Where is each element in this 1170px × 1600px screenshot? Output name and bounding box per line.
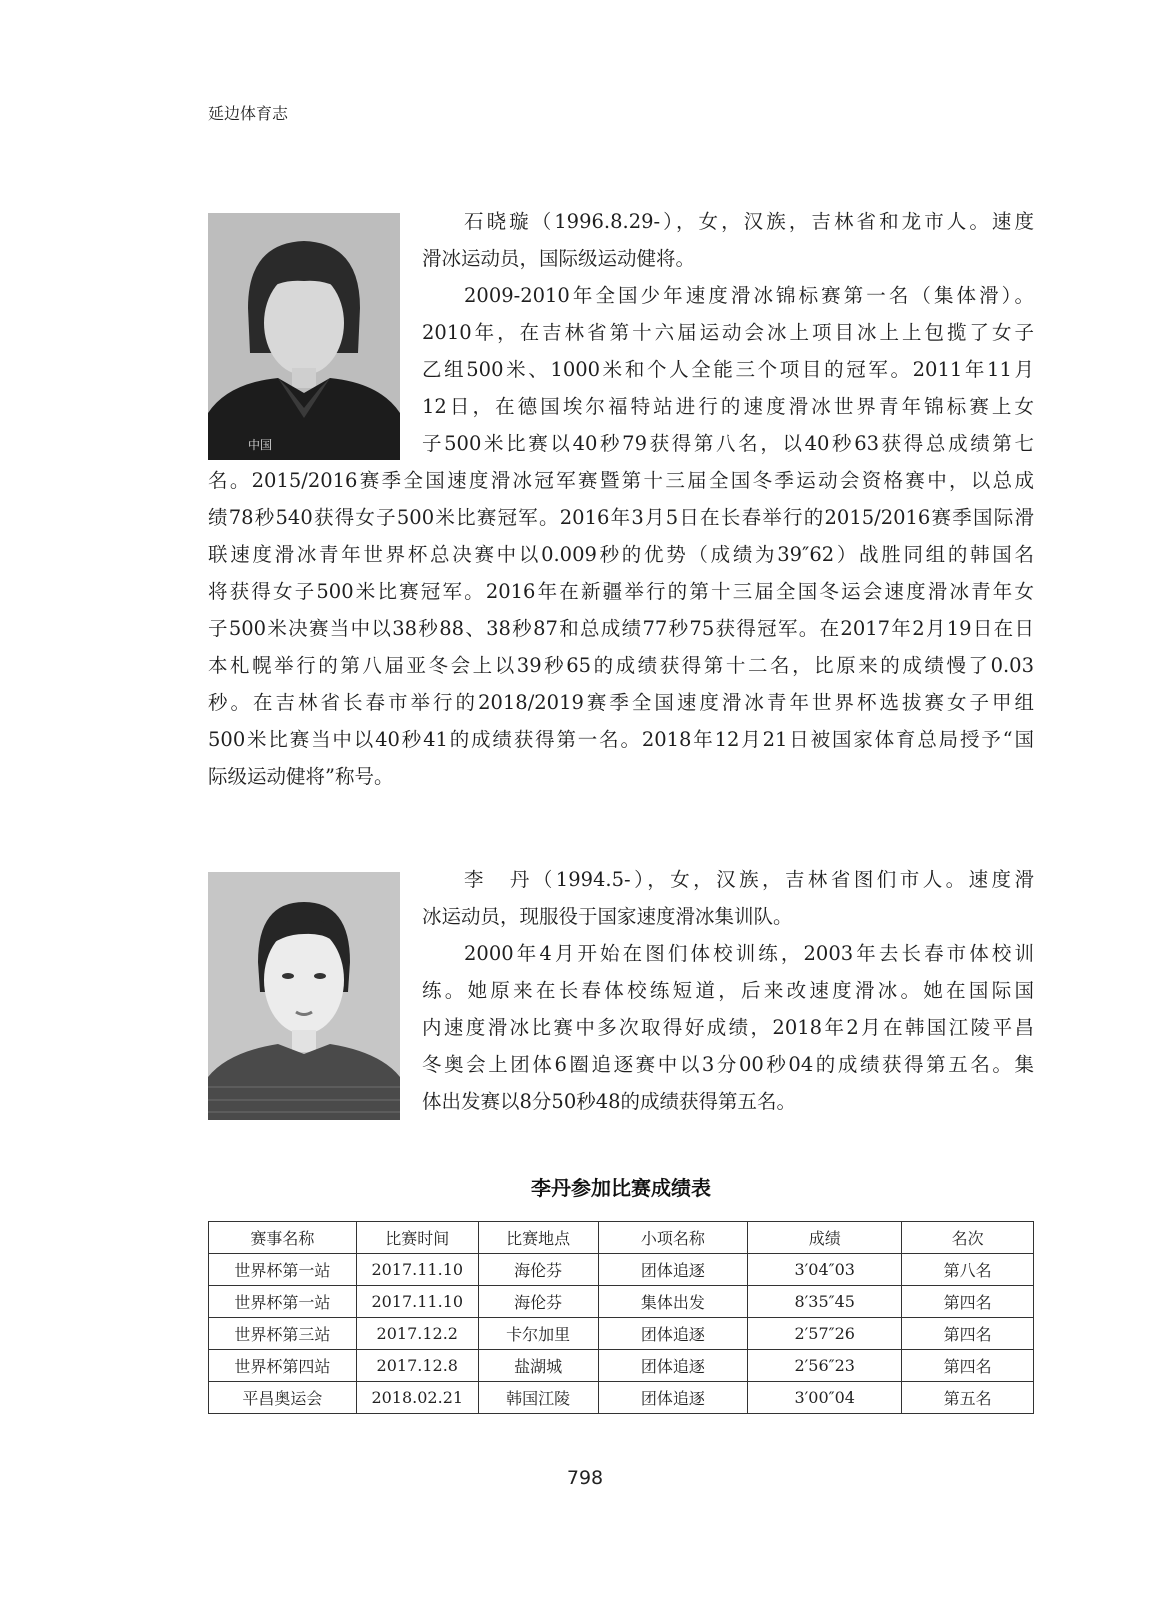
table-cell: 2017.11.10 [356,1286,478,1318]
text-line: 联速度滑冰青年世界杯总决赛中以0.009秒的优势（成绩为39″62）战胜同组的韩国名 [208,543,1034,566]
text-line: 子500米决赛当中以38秒88、38秒87和总成绩77秒75获得冠军。在2017年2月19日在日 [208,617,1034,640]
text-line: 子500米比赛以40秒79获得第八名，以40秒63获得总成绩第七 [422,432,1034,455]
table-cell: 团体追逐 [598,1350,748,1382]
book-title-header: 延边体育志 [208,104,289,123]
text-line: 滑冰运动员，国际级运动健将。 [422,247,696,270]
table-cell: 8′35″45 [748,1286,902,1318]
table-header-row [209,1222,1034,1254]
table-cell: 团体追逐 [598,1318,748,1350]
table-cell: 2017.12.8 [356,1350,478,1382]
text-line: 2000年4月开始在图们体校训练，2003年去长春市体校训 [464,942,1034,965]
header-cell: 比赛地点 [478,1222,598,1254]
text-line: 李 丹（1994.5-），女，汉族，吉林省图们市人。速度滑 [464,868,1034,891]
text-line: 将获得女子500米比赛冠军。2016年在新疆举行的第十三届全国冬运会速度滑冰青年女 [208,580,1034,603]
text-line: 2009-2010年全国少年速度滑冰锦标赛第一名（集体滑）。 [464,284,1034,307]
text-line: 冰运动员，现服役于国家速度滑冰集训队。 [422,905,793,928]
header-cell: 成绩 [748,1222,902,1254]
header-cell: 小项名称 [598,1222,748,1254]
table-cell: 团体追逐 [598,1382,748,1414]
header-cell: 名次 [902,1222,1034,1254]
table-cell: 第四名 [902,1318,1034,1350]
table-cell: 3′00″04 [748,1382,902,1414]
table-cell: 2018.02.21 [356,1382,478,1414]
header-cell: 赛事名称 [209,1222,357,1254]
table-row [209,1286,1034,1318]
text-line: 冬奥会上团体6圈追逐赛中以3分00秒04的成绩获得第五名。集 [422,1053,1034,1076]
text-line: 秒。在吉林省长春市举行的2018/2019赛季全国速度滑冰青年世界杯选拔赛女子甲组 [208,691,1034,714]
results-table [208,1221,1034,1414]
table-cell: 第八名 [902,1254,1034,1286]
table-cell: 世界杯第一站 [209,1286,357,1318]
table-cell: 海伦芬 [478,1286,598,1318]
table-cell: 世界杯第三站 [209,1318,357,1350]
svg-text:中国: 中国 [248,438,273,452]
page-number: 798 [566,1467,604,1489]
table-cell: 2017.12.2 [356,1318,478,1350]
text-line: 石晓璇（1996.8.29-），女，汉族，吉林省和龙市人。速度 [464,210,1034,233]
text-line: 2010年，在吉林省第十六届运动会冰上项目冰上上包揽了女子 [422,321,1034,344]
header-cell: 比赛时间 [356,1222,478,1254]
table-caption: 李丹参加比赛成绩表 [531,1176,711,1200]
table-cell: 3′04″03 [748,1254,902,1286]
table-row [209,1350,1034,1382]
text-line: 际级运动健将”称号。 [208,765,394,788]
table-cell: 盐湖城 [478,1350,598,1382]
biography-shi-xiaoxuan [208,203,1034,795]
text-line: 500米比赛当中以40秒41的成绩获得第一名。2018年12月21日被国家体育总局授予“国 [208,728,1034,751]
biography-li-dan [208,861,1034,1120]
table-cell: 卡尔加里 [478,1318,598,1350]
text-line: 名。2015/2016赛季全国速度滑冰冠军赛暨第十三届全国冬季运动会资格赛中，以总成 [208,469,1034,492]
table-cell: 2017.11.10 [356,1254,478,1286]
text-line: 本札幌举行的第八届亚冬会上以39秒65的成绩获得第十二名，比原来的成绩慢了0.03 [208,654,1034,677]
text-line: 12日，在德国埃尔福特站进行的速度滑冰世界青年锦标赛上女 [422,395,1034,418]
table-row [209,1382,1034,1414]
table-cell: 集体出发 [598,1286,748,1318]
table-cell: 平昌奥运会 [209,1382,357,1414]
text-line: 体出发赛以8分50秒48的成绩获得第五名。 [422,1090,797,1113]
text-line: 内速度滑冰比赛中多次取得好成绩，2018年2月在韩国江陵平昌 [422,1016,1034,1039]
table-cell: 团体追逐 [598,1254,748,1286]
table-cell: 第四名 [902,1350,1034,1382]
table-row [209,1254,1034,1286]
table-cell: 韩国江陵 [478,1382,598,1414]
table-cell: 2′57″26 [748,1318,902,1350]
table-cell: 2′56″23 [748,1350,902,1382]
table-cell: 海伦芬 [478,1254,598,1286]
table-cell: 第五名 [902,1382,1034,1414]
table-cell: 第四名 [902,1286,1034,1318]
text-line: 乙组500米、1000米和个人全能三个项目的冠军。2011年11月 [422,358,1034,381]
text-line: 练。她原来在长春体校练短道，后来改速度滑冰。她在国际国 [422,979,1034,1002]
table-cell: 世界杯第四站 [209,1350,357,1382]
text-line: 绩78秒540获得女子500米比赛冠军。2016年3月5日在长春举行的2015/2016赛季国际滑 [208,506,1034,529]
table-row [209,1318,1034,1350]
table-cell: 世界杯第一站 [209,1254,357,1286]
